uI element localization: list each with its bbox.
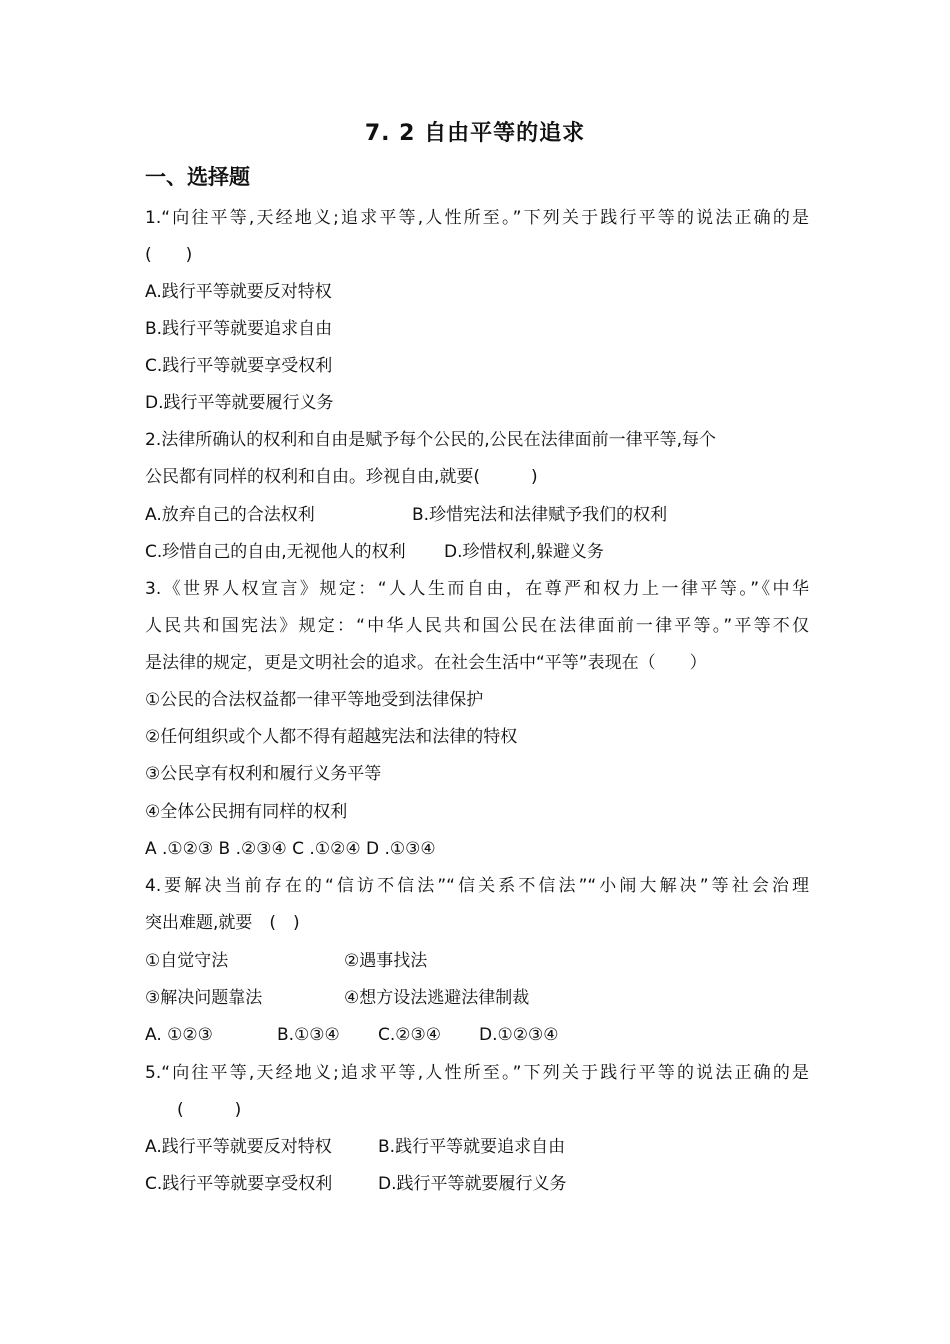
section-heading: 一、选择题 — [145, 165, 250, 189]
q5-option-c: C.践行平等就要享受权利 — [145, 1174, 333, 1194]
q1-option-b: B.践行平等就要追求自由 — [145, 319, 333, 339]
q2-option-a: A.放弃自己的合法权利 — [145, 505, 315, 525]
q5-stem-line2: ( ) — [177, 1100, 242, 1120]
q3-item-2: ②任何组织或个人都不得有超越宪法和法律的特权 — [145, 727, 518, 747]
q3-options: A .①②③ B .②③④ C .①②④ D .①③④ — [145, 839, 436, 859]
q2-option-d: D.珍惜权利,躲避义务 — [444, 542, 604, 562]
q4-stem-line1: 4.要解决当前存在的“信访不信法”“信关系不信法”“小闹大解决”等社会治理 — [145, 876, 809, 896]
page-title: 7. 2 自由平等的追求 — [364, 121, 586, 146]
q4-item-2: ②遇事找法 — [344, 951, 428, 971]
q4-option-d: D.①②③④ — [479, 1025, 559, 1045]
q2-option-c: C.珍惜自己的自由,无视他人的权利 — [145, 542, 406, 562]
q5-option-d: D.践行平等就要履行义务 — [378, 1174, 567, 1194]
q2-option-b: B.珍惜宪法和法律赋予我们的权利 — [412, 505, 668, 525]
q3-item-4: ④全体公民拥有同样的权利 — [145, 802, 348, 822]
q4-option-b: B.①③④ — [277, 1025, 340, 1045]
q3-item-3: ③公民享有权利和履行义务平等 — [145, 764, 382, 784]
q5-option-b: B.践行平等就要追求自由 — [378, 1137, 566, 1157]
q2-stem-line1: 2.法律所确认的权利和自由是赋予每个公民的,公民在法律面前一律平等,每个 — [145, 430, 717, 450]
q5-option-a: A.践行平等就要反对特权 — [145, 1137, 332, 1157]
q4-option-a: A. ①②③ — [145, 1025, 213, 1045]
q3-stem-line2: 人民共和国宪法》规定：“中华人民共和国公民在法律面前一律平等。”平等不仅 — [145, 616, 809, 636]
q4-stem-line2: 突出难题,就要 ( ) — [145, 913, 300, 933]
q4-option-c: C.②③④ — [378, 1025, 441, 1045]
q3-stem-line1: 3.《世界人权宣言》规定：“人人生而自由，在尊严和权力上一律平等。”《中华 — [145, 579, 809, 599]
q4-item-1: ①自觉守法 — [145, 951, 229, 971]
q5-stem-line1: 5.“向往平等,天经地义;追求平等,人性所至。”下列关于践行平等的说法正确的是 — [145, 1063, 809, 1083]
q1-option-d: D.践行平等就要履行义务 — [145, 393, 334, 413]
q1-stem-line2: ( ) — [145, 245, 193, 265]
q4-item-3: ③解决问题靠法 — [145, 988, 263, 1008]
q2-stem-line2: 公民都有同样的权利和自由。珍视自由,就要( ) — [145, 467, 538, 487]
q1-stem-line1: 1.“向往平等,天经地义;追求平等,人性所至。”下列关于践行平等的说法正确的是 — [145, 208, 809, 228]
q1-option-c: C.践行平等就要享受权利 — [145, 356, 333, 376]
q3-stem-line3: 是法律的规定，更是文明社会的追求。在社会生活中“平等”表现在（ ） — [145, 653, 707, 673]
q4-item-4: ④想方设法逃避法律制裁 — [344, 988, 530, 1008]
q1-option-a: A.践行平等就要反对特权 — [145, 282, 332, 302]
q3-item-1: ①公民的合法权益都一律平等地受到法律保护 — [145, 690, 484, 710]
